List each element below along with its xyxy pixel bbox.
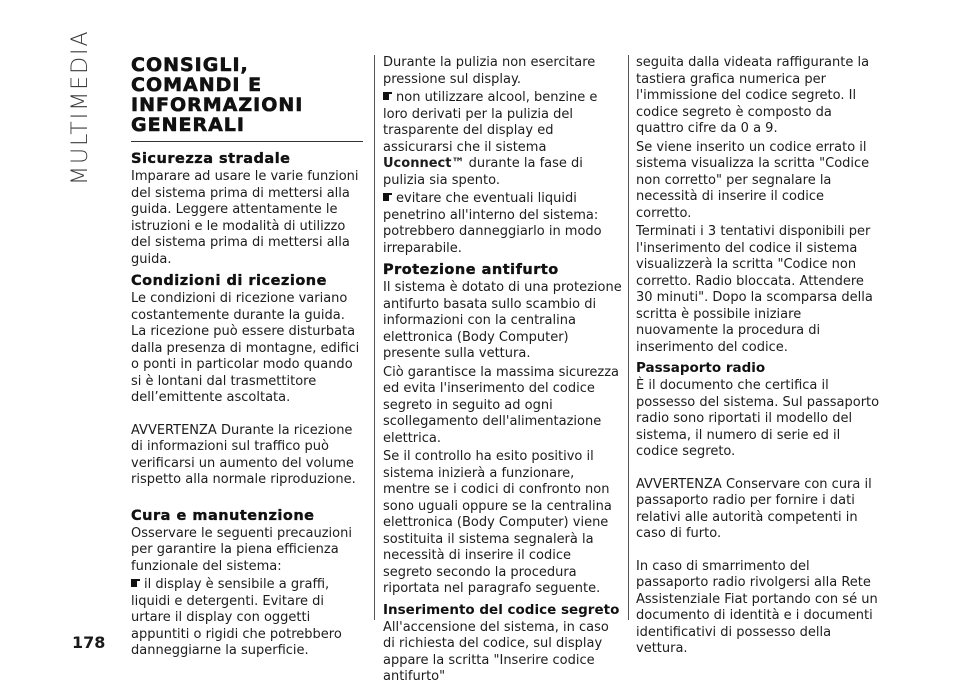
section-label: MULTIMEDIA (68, 29, 93, 185)
bullet-text: durante la fase di pulizia sia spento. (383, 156, 583, 188)
paragraph-antitheft: Se il controllo ha esito positivo il sistema inizierà a funzionare, mentre se i codici di confronto non sono uguali oppure se la centralina elettronica (Body Computer) viene sostituita il sistema segnalerà la necessità di inserire il codice segreto secondo la procedura riportata nel paragrafo seguente. (383, 449, 612, 596)
bullet-icon (383, 92, 393, 101)
paragraph-reception: Le condizioni di ricezione variano costantemente durante la guida. La ricezione può essere disturbata dalla presenza di montagne, edifici o ponti in particolar modo quando si è lontani dal trasmettitore dell’emittente ascoltata. (131, 291, 360, 405)
paragraph-care: Osservare le seguenti precauzioni per garantire la piena efficienza funzionale del sistema: (131, 525, 352, 574)
page-title: CONSIGLI, COMANDI E INFORMAZIONI GENERALI (131, 54, 304, 136)
column-middle (383, 55, 623, 688)
bullet-icon (383, 193, 393, 202)
heading-passport: Passaporto radio (636, 360, 766, 376)
bullet-text: non utilizzare alcool, benzine e loro derivati per la pulizia del trasparente del display ed assicurarsi che il sistema (383, 90, 598, 155)
column-divider (628, 55, 629, 620)
paragraph-lost-passport: In caso di smarrimento del passaporto radio rivolgersi alla Rete Assistenziale Fiat portando con sé un documento di identità e i documenti identificativi di possesso della vettura. (636, 558, 878, 656)
page-number: 178 (72, 633, 106, 652)
warning-traffic-volume: AVVERTENZA Durante la ricezione di informazioni sul traffico può verificarsi un aumento del volume rispetto alla normale riproduzione. (131, 422, 356, 487)
paragraph-passport: È il documento che certifica il possesso del sistema. Sul passaporto radio sono riportati il modello del sistema, il numero di serie ed il codice segreto. (636, 378, 880, 459)
product-name: Uconnect™ (383, 156, 465, 171)
paragraph-antitheft: Ciò garantisce la massima sicurezza ed evita l'inserimento del codice segreto in seguito ad ogni scollegamento dell'alimentazione elettrica. (383, 364, 620, 446)
paragraph-code-continued: seguita dalla videata raffigurante la tastiera grafica numerica per l'immissione del codice segreto. Il codice segreto è composto da quattro cifre da 0 a 9. (636, 55, 870, 136)
column-left (131, 55, 361, 662)
heading-reception: Condizioni di ricezione (131, 273, 327, 289)
bullet-text: il display è sensibile a graffi, liquidi e detergenti. Evitare di urtare il display con oggetti appuntiti o rigidi che potrebbero danneggiarne la superficie. (131, 577, 342, 658)
column-divider (374, 55, 375, 620)
heading-safety: Sicurezza stradale (131, 151, 291, 167)
paragraph-code: All'accensione del sistema, in caso di richiesta del codice, sul display appare la scritta "Inserire codice antifurto" (383, 619, 609, 684)
title-rule (131, 141, 363, 142)
warning-passport: AVVERTENZA Conservare con cura il passaporto radio per fornire i dati relativi alle autorità competenti in caso di furto. (636, 476, 872, 541)
bullet-text: evitare che eventuali liquidi penetrino all'interno del sistema: potrebbero danneggiarlo in modo irreparabile. (383, 191, 602, 256)
paragraph-antitheft: Il sistema è dotato di una protezione antifurto basata sullo scambio di informazioni con la centralina elettronica (Body Computer) presente sulla vettura. (383, 280, 622, 361)
paragraph-wrong-code: Se viene inserito un codice errato il sistema visualizza la scritta "Codice non corretto" per segnalare la necessità di inserire il codice corretto. (636, 139, 870, 221)
column-right (636, 55, 881, 660)
bullet-item (383, 90, 623, 189)
paragraph-clean: Durante la pulizia non esercitare pressione sul display. (383, 55, 596, 87)
paragraph-attempts: Terminati i 3 tentativi disponibili per l'inserimento del codice il sistema visualizzerà la scritta "Codice non corretto. Radio bloccata. Attendere 30 minuti". Dopo la scomparsa della scritta è possibile iniziare nuovamente la procedura di inserimento del codice. (636, 224, 873, 355)
heading-antitheft: Protezione antifurto (383, 262, 559, 278)
heading-care: Cura e manutenzione (131, 507, 315, 524)
bullet-icon (131, 579, 141, 588)
bullet-item (131, 577, 361, 660)
bullet-item (383, 191, 623, 257)
heading-code: Inserimento del codice segreto (383, 601, 620, 618)
paragraph-safety: Imparare ad usare le varie funzioni del sistema prima di mettersi alla guida. Leggere attentamente le istruzioni e le modalità di utilizzo del sistema prima di mettersi alla guida. (131, 169, 359, 267)
